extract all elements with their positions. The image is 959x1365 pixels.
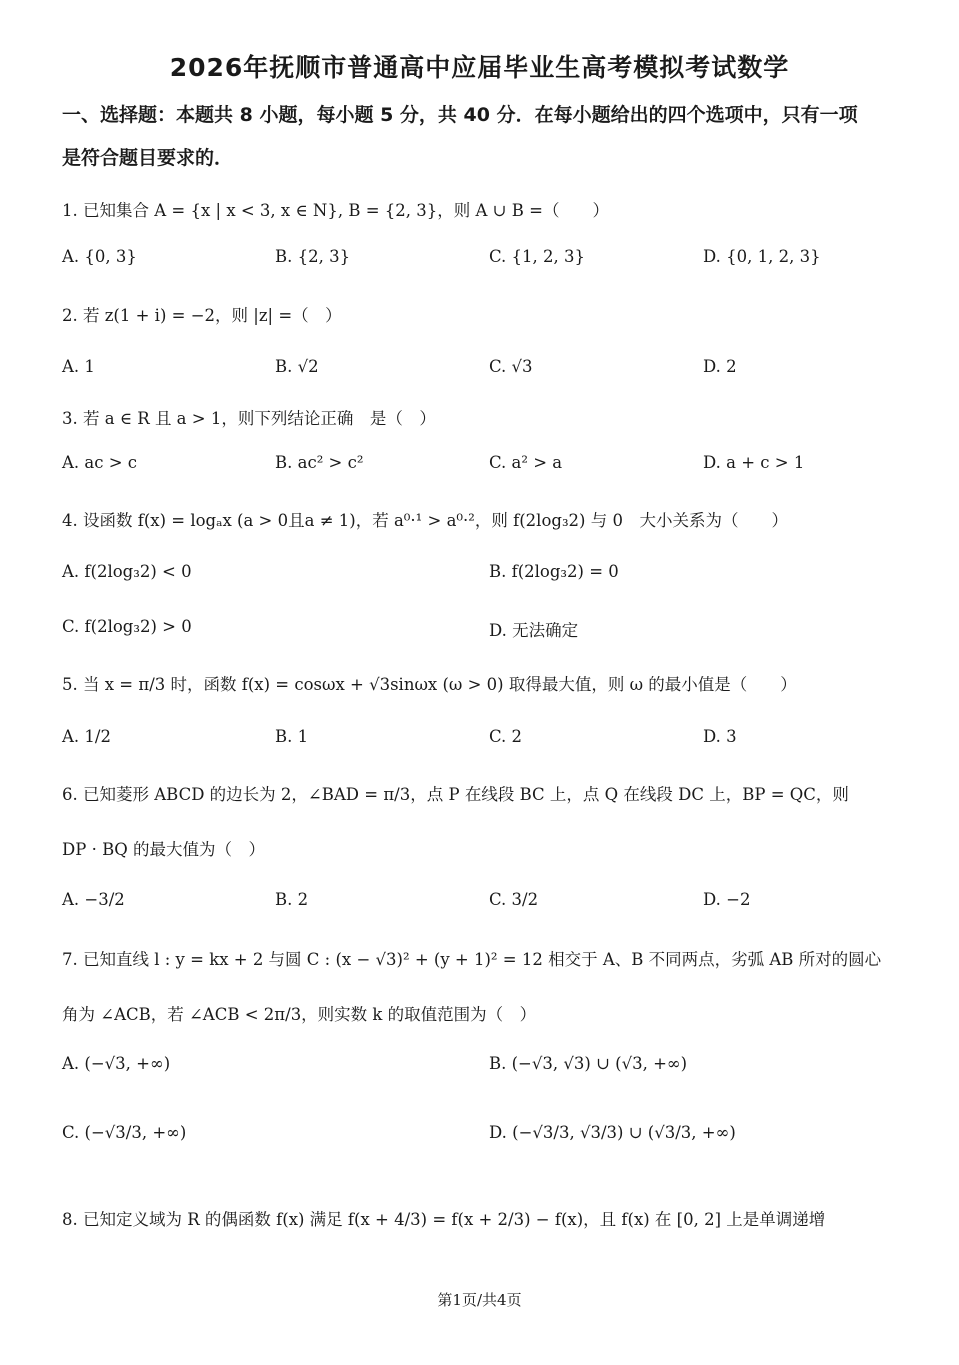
q6-option-b: B. 2 (275, 890, 309, 909)
q5-option-c: C. 2 (489, 727, 523, 746)
question-1-stem: 1. 已知集合 A = {x | x < 3, x ∈ N}, B = {2, 3}，则 A ∪ B =（ ） (62, 201, 609, 220)
question-3-stem: 3. 若 a ∈ R 且 a > 1，则下列结论正确 是（ ） (62, 409, 436, 428)
question-6-stem: 6. 已知菱形 ABCD 的边长为 2，∠BAD = π/3，点 P 在线段 BC 上，点 Q 在线段 DC 上，BP = QC，则 (62, 785, 849, 804)
q1-option-b: B. {2, 3} (275, 247, 351, 266)
q2-option-a: A. 1 (62, 357, 95, 376)
question-2-stem: 2. 若 z(1 + i) = −2，则 |z| =（ ） (62, 306, 342, 325)
q3-option-d: D. a + c > 1 (703, 453, 805, 472)
q6-option-c: C. 3/2 (489, 890, 539, 909)
q3-option-b: B. ac² > c² (275, 453, 364, 472)
q4-option-a: A. f(2log₃2) < 0 (62, 562, 192, 581)
q7-option-c: C. (−√3/3, +∞) (62, 1123, 187, 1142)
q1-option-d: D. {0, 1, 2, 3} (703, 247, 821, 266)
page-footer: 第1页/共4页 (437, 1291, 522, 1309)
q2-option-b: B. √2 (275, 357, 319, 376)
question-7-stem: 7. 已知直线 l : y = kx + 2 与圆 C : (x − √3)² + (y + 1)² = 12 相交于 A、B 不同两点，劣弧 AB 所对的圆心 (62, 950, 882, 969)
question-5-stem: 5. 当 x = π/3 时，函数 f(x) = cosωx + √3sinωx (ω > 0) 取得最大值，则 ω 的最小值是（ ） (62, 675, 797, 694)
q4-option-c: C. f(2log₃2) > 0 (62, 617, 192, 636)
q2-option-d: D. 2 (703, 357, 737, 376)
q7-option-d: D. (−√3/3, √3/3) ∪ (√3/3, +∞) (489, 1123, 736, 1142)
q2-option-c: C. √3 (489, 357, 533, 376)
q3-option-a: A. ac > c (62, 453, 138, 472)
question-4-stem: 4. 设函数 f(x) = logₐx (a > 0且a ≠ 1)，若 a⁰·¹ > a⁰·²，则 f(2log₃2) 与 0 大小关系为（ ） (62, 511, 788, 530)
section-heading-line1: 一、选择题：本题共 8 小题，每小题 5 分，共 40 分．在每小题给出的四个选项中，只有一项 (62, 104, 858, 126)
question-8-stem: 8. 已知定义域为 R 的偶函数 f(x) 满足 f(x + 4/3) = f(x + 2/3) − f(x)，且 f(x) 在 [0, 2] 上是单调递增 (62, 1210, 826, 1229)
q5-option-b: B. 1 (275, 727, 309, 746)
q6-option-a: A. −3/2 (62, 890, 125, 909)
q5-option-d: D. 3 (703, 727, 737, 746)
question-7-stem-line2: 角为 ∠ACB，若 ∠ACB < 2π/3，则实数 k 的取值范围为（ ） (62, 1005, 537, 1024)
q4-option-d: D. 无法确定 (489, 621, 579, 640)
q3-option-c: C. a² > a (489, 453, 563, 472)
q7-option-b: B. (−√3, √3) ∪ (√3, +∞) (489, 1054, 688, 1073)
q1-option-a: A. {0, 3} (62, 247, 137, 266)
page-title: 2026年抚顺市普通高中应届毕业生高考模拟考试数学 (169, 53, 790, 82)
section-heading-line2: 是符合题目要求的． (62, 147, 234, 169)
q5-option-a: A. 1/2 (62, 727, 111, 746)
q4-option-b: B. f(2log₃2) = 0 (489, 562, 619, 581)
q6-option-d: D. −2 (703, 890, 751, 909)
q7-option-a: A. (−√3, +∞) (62, 1054, 171, 1073)
q1-option-c: C. {1, 2, 3} (489, 247, 585, 266)
question-6-stem-line2: DP · BQ 的最大值为（ ） (62, 840, 265, 859)
